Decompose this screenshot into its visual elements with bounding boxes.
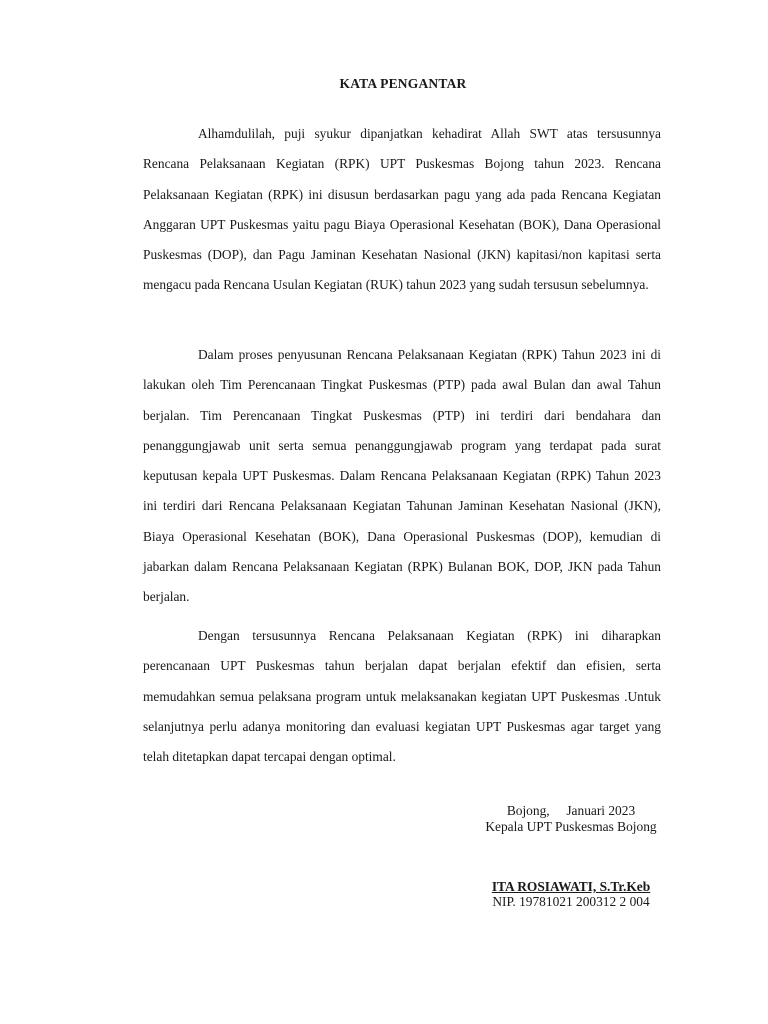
paragraph-closing: Dengan tersusunnya Rencana Pelaksanaan Kegiatan (RPK) ini diharapkan perencanaan UPT Puskesmas tahun berjalan dapat berjalan efektif dan efisien, serta memudahkan semua pelaksana program untuk melaksanakan kegiatan UPT Puskesmas .Untuk selanjutnya perlu adanya monitoring dan evaluasi kegiatan UPT Puskesmas agar target yang telah ditetapkan dapat tercapai dengan optimal.: [143, 628, 661, 765]
paragraph-process: Dalam proses penyusunan Rencana Pelaksanaan Kegiatan (RPK) Tahun 2023 ini di lakukan oleh Tim Perencanaan Tingkat Puskesmas (PTP) pada awal Bulan dan awal Tahun berjalan. Tim Perencanaan Tingkat Puskesmas (PTP) ini terdiri dari bendahara dan penanggungjawab unit serta semua penanggungjawab program yang terdapat pada surat keputusan kepala UPT Puskesmas. Dalam Rencana Pelaksanaan Kegiatan (RPK) Tahun 2023 ini terdiri dari Rencana Pelaksanaan Kegiatan Tahunan Jaminan Kesehatan Nasional (JKN), Biaya Operasional Kesehatan (BOK), Dana Operasional Puskesmas (DOP), kemudian di jabarkan dalam Rencana Pelaksanaan Kegiatan (RPK) Bulanan BOK, DOP, JKN pada Tahun berjalan.: [143, 347, 661, 605]
signature-name: ITA ROSIAWATI, S.Tr.Keb: [491, 879, 651, 894]
signature-role: Kepala UPT Puskesmas Bojong: [485, 819, 657, 834]
signature-nip: NIP. 19781021 200312 2 004: [492, 894, 650, 909]
page-title: KATA PENGANTAR: [339, 76, 467, 91]
signature-place-date: Bojong, Januari 2023: [506, 803, 636, 818]
paragraph-intro: Alhamdulilah, puji syukur dipanjatkan kehadirat Allah SWT atas tersusunnya Rencana Pelaksanaan Kegiatan (RPK) UPT Puskesmas Bojong tahun 2023. Rencana Pelaksanaan Kegiatan (RPK) ini disusun berdasarkan pagu yang ada pada Rencana Kegiatan Anggaran UPT Puskesmas yaitu pagu Biaya Operasional Kesehatan (BOK), Dana Operasional Puskesmas (DOP), dan Pagu Jaminan Kesehatan Nasional (JKN) kapitasi/non kapitasi serta mengacu pada Rencana Usulan Kegiatan (RUK) tahun 2023 yang sudah tersusun sebelumnya.: [143, 126, 661, 293]
